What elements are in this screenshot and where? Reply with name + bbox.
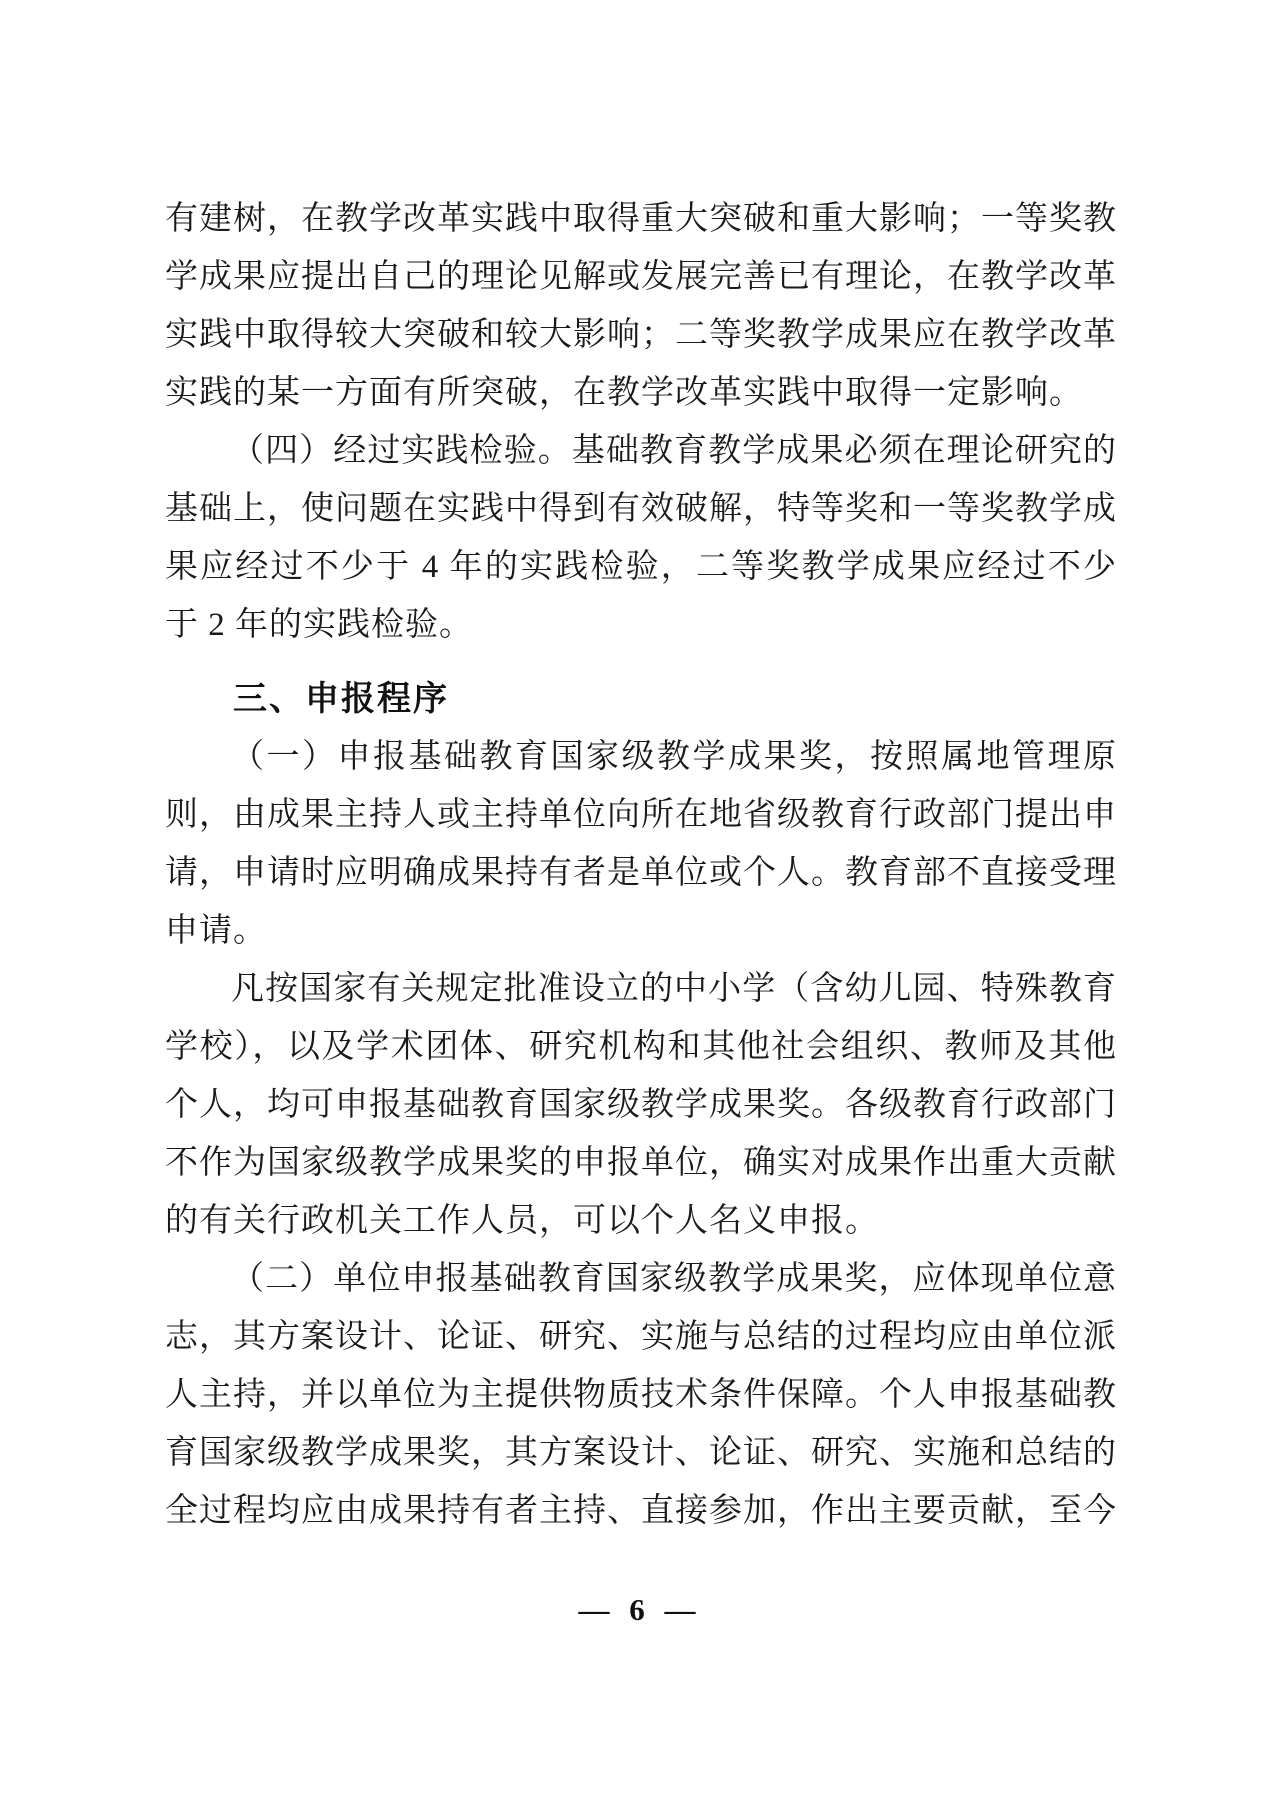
section-heading-application-procedure: 三、申报程序 [233, 680, 449, 718]
paragraph-award-criteria-continuation: 有建树，在教学改革实践中取得重大突破和重大影响；一等奖教学成果应提出自己的理论见解或发展完善已有理论，在教学改革实践中取得较大突破和较大影响；二等奖教学成果应在教学改革实践的某一方面有所突破，在教学改革实践中取得一定影响。 [165, 201, 1117, 411]
paragraph-item-4-practice-verification: （四）经过实践检验。基础教育教学成果必须在理论研究的基础上，使问题在实践中得到有效破解，特等奖和一等奖教学成果应经过不少于 4 年的实践检验，二等奖教学成果应经过不少于 2 年的实践检验。 [165, 433, 1117, 643]
page-number: — 6 — [578, 1592, 702, 1627]
paragraph-item-2-unit-individual-application: （二）单位申报基础教育国家级教学成果奖，应体现单位意志，其方案设计、论证、研究、实施与总结的过程均应由单位派人主持，并以单位为主提供物质技术条件保障。个人申报基础教育国家级教学成果奖，其方案设计、论证、研究、实施和总结的全过程均应由成果持有者主持、直接参加，作出主要贡献，至今 [165, 1261, 1117, 1529]
paragraph-item-1-application-principle: （一）申报基础教育国家级教学成果奖，按照属地管理原则，由成果主持人或主持单位向所在地省级教育行政部门提出申请，申请时应明确成果持有者是单位或个人。教育部不直接受理申请。 [165, 739, 1117, 949]
paragraph-eligible-applicants: 凡按国家有关规定批准设立的中小学（含幼儿园、特殊教育学校），以及学术团体、研究机构和其他社会组织、教师及其他个人，均可申报基础教育国家级教学成果奖。各级教育行政部门不作为国家级教学成果奖的申报单位，确实对成果作出重大贡献的有关行政机关工作人员，可以个人名义申报。 [165, 971, 1117, 1239]
document-body [165, 190, 1117, 1540]
